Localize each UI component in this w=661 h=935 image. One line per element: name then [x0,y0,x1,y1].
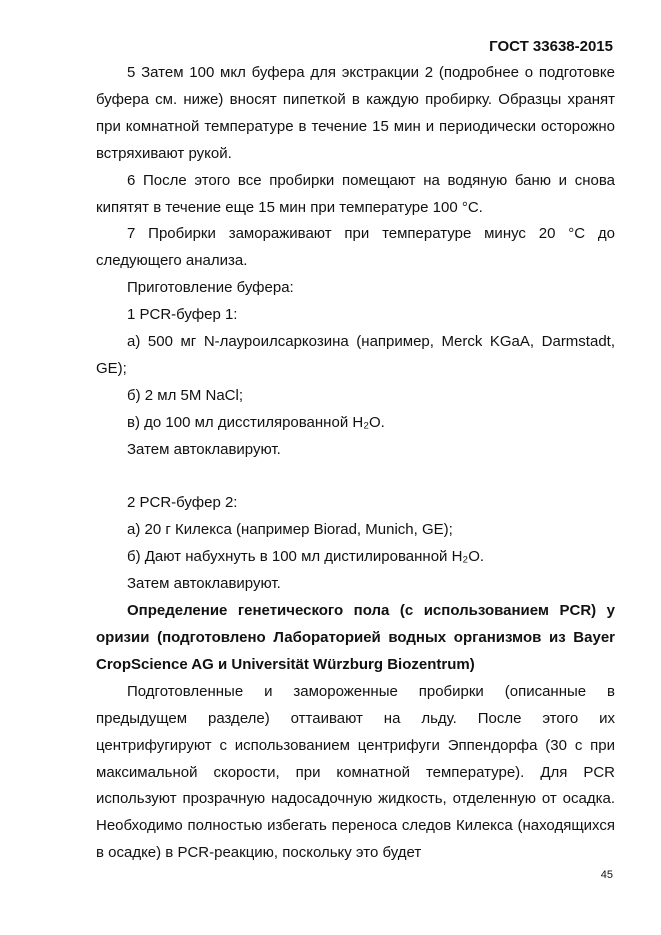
section-heading: Определение генетического пола (с использованием PCR) у оризии (подготовлено Лабораторией водных организмов из Bayer CropScience AG и Universität Würzburg Biozentrum) [96,602,615,673]
buffer-2-item-b: б) Дают набухнуть в 100 мл дистилированной H₂O. [127,548,485,566]
step-6-paragraph: 6 После этого все пробирки помещают на водяную баню и снова кипятят в течение еще 15 мин при температуре 100 °С. [96,171,615,216]
buffer-prep-label: Приготовление буфера: [127,279,294,297]
blank-line [96,464,615,491]
page-body [96,60,615,867]
buffer-1-item-a: а) 500 мг N-лауроилсаркозина (например, Merck KGaA, Darmstadt, GE); [96,333,615,377]
buffer-2-title: 2 PCR-буфер 2: [127,494,238,512]
buffer-2-autoclave-note: Затем автоклавируют. [127,575,281,593]
final-paragraph: Подготовленные и замороженные пробирки (описанные в предыдущем разделе) оттаивают на льду. После этого их центрифугируют с использованием центрифуги Эппендорфа (30 с при максимальной скорости, при комнатной температуре). Для PCR используют прозрачную надосадочную жидкость, отделенную от осадка. Необходимо полностью избегать переноса следов Килекса (находящихся в осадке) в PCR-реакцию, поскольку это будет [96,682,615,862]
page-number: 45 [600,869,613,881]
buffer-1-title: 1 PCR-буфер 1: [127,306,238,324]
buffer-2-item-a: а) 20 г Килекса (например Biorad, Munich, GE); [127,521,453,539]
buffer-1-autoclave-note: Затем автоклавируют. [127,440,281,458]
buffer-1-item-b: б) 2 мл 5М NaCl; [127,386,244,404]
document-code-header: ГОСТ 33638-2015 [489,38,613,55]
step-7-paragraph: 7 Пробирки замораживают при температуре минус 20 °С до следующего анализа. [96,225,615,270]
step-5-paragraph: 5 Затем 100 мкл буфера для экстракции 2 (подробнее о подготовке буфера см. ниже) вносят пипеткой в каждую пробирку. Образцы хранят при комнатной температуре в течение 15 мин и периодически осторожно встряхивают рукой. [96,64,615,162]
buffer-1-item-c: в) до 100 мл дисстилярованной H₂O. [127,413,385,431]
